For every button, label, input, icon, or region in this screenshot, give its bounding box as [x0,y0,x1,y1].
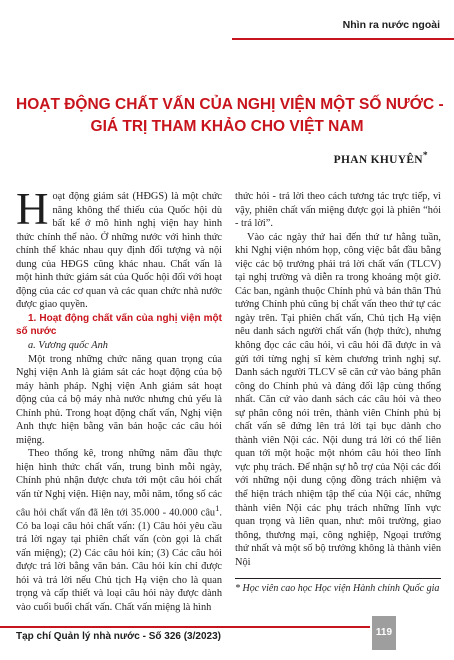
paragraph-text: Theo thống kê, trong những năm đầu thực hiện hình thức chất vấn, trung bình mỗi ngày, Chính phủ nhận được chưa tới một câu hỏi chất vấn từ Nghị viện. Hiện nay, mỗi năm, tổng số các câu hỏi chất vấn đã lên tới 35.000 - 40.000 câu [16,448,222,519]
section-label: Nhìn ra nước ngoài [342,19,440,31]
right-column [235,190,441,569]
footer-rule [0,626,370,628]
left-column [16,184,222,614]
page-header [0,0,454,44]
title-line-2: GIÁ TRỊ THAM KHẢO CHO VIỆT NAM [90,118,364,135]
body-paragraph [16,447,222,614]
article-title [16,94,444,138]
page-footer [0,616,454,660]
section-heading: 1. Hoạt động chất vấn của nghị viện một số nước [16,312,222,338]
journal-info: Tạp chí Quản lý nhà nước - Số 326 (3/2023) [16,631,221,642]
drop-cap: H [16,184,49,234]
author-name: PHAN KHUYÊN [333,153,423,166]
intro-text: oạt động giám sát (HĐGS) là một chức năng không thể thiếu của Quốc hội dù bất kể ở mô hình nghị viện hay hình thức chính thể nào. Ở những nước với hình thức chính thể khác nhau quy định đối tượng và nội dung của HĐGS cũng khác nhau. Chất vấn là một hình thức giám sát của Quốc hội đối với hoạt động của các cơ quan và các quan chức nhà nước được giao quyền. [16,191,222,311]
page-number: 119 [372,616,396,650]
body-paragraph: Một trong những chức năng quan trọng của Nghị viện Anh là giám sát các hoạt động của bộ máy hành pháp. Nghị viện Anh giám sát hoạt động của cả bộ máy nhà nước nhưng chủ yếu là Chính phủ. Trong hoạt động chất vấn, Nghị viện Anh thực hiện bằng văn bản hoặc các câu hỏi miệng. [16,353,222,446]
author-byline [334,150,428,166]
body-paragraph: thức hỏi - trả lời theo cách tương tác trực tiếp, vì vậy, phiên chất vấn miệng được gọi là phiên “hỏi - trả lời”. [235,191,441,230]
subsection-heading: a. Vương quốc Anh [28,340,108,352]
author-footnote-mark: * [422,150,428,161]
footnote-ref: 1 [215,502,220,513]
intro-paragraph [16,184,222,312]
footnote: * Học viên cao học Học viện Hành chính Quốc gia [235,583,440,594]
title-line-1: HOẠT ĐỘNG CHẤT VẤN CỦA NGHỊ VIỆN MỘT SỐ NƯỚC - [16,96,444,113]
footnote-divider [235,578,441,579]
paragraph-text: . Có ba loại câu hỏi chất vấn: (1) Câu hỏi yêu cầu trả lời ngay tại phiên chất vấn (còn gọi là chất vấn miệng); (2) Các câu hỏi kín; (3) Các câu hỏi được trả lời bằng văn bản. Câu hỏi kín chỉ được hỏi và trả lời nếu Chủ tịch Hạ viện cho là quan trọng và cấp thiết và loại câu hỏi này được dành vào cuối buổi chất vấn. Chất vấn miệng là hình [16,507,222,613]
header-rule [232,38,454,40]
body-paragraph: Vào các ngày thứ hai đến thứ tư hằng tuần, khi Nghị viện nhóm họp, công việc bắt đầu bằng việc các bộ trưởng phải trả lời chất vấn (TLCV) tại nghị trường và diễn ra trong khoảng một giờ. Các ban, ngành thuộc Chính phủ và bản thân Thủ tướng Chính phủ cũng bị chất vấn theo thứ tự các ngày trên. Tại phiên chất vấn, Chủ tịch Hạ viện nêu danh sách người chất vấn (hợp thức), nhưng không đọc các câu hỏi, vì câu hỏi đã được in và gửi tới từng nghị sĩ kèm chương trình nghị sự. Danh sách người TLCV sẽ căn cứ vào bảng phân công do Chính phủ và đảng đối lập cùng thống nhất. Căn cứ vào danh sách các câu hỏi và theo sự phân công nói trên, thành viên Chính phủ bị chất vấn sẽ đứng lên trả lời tại bục dành cho thành viên Nội các. Nội dung trả lời có thể liên quan tới một hoặc một nhóm câu hỏi theo lĩnh vực phụ trách. Để nhận sự hỗ trợ của Nội các đối với những nội dung cộng đồng trách nhiệm và thể hiện trách nhiệm tập thể của Nội các, những thành viên Nội các phụ trách những lĩnh vực quan trọng và liên quan, như: môi trường, giao thông, thương mại, công nghiệp, Ngoại trưởng thứ nhất và một số bộ trưởng không là thành viên Nội [235,231,441,568]
